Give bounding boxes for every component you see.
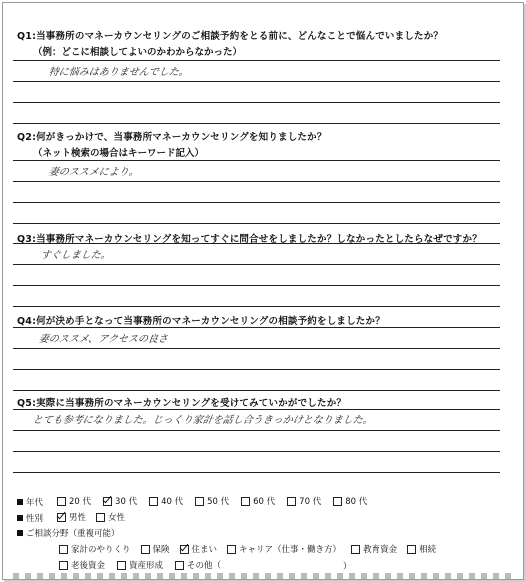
- option-label: その他（: [187, 561, 222, 571]
- q2-answer: 妻のススメにより。: [47, 167, 140, 178]
- other-close-paren: ）: [343, 561, 352, 572]
- checkbox-icon[interactable]: [117, 561, 126, 570]
- option-item[interactable]: [117, 559, 163, 571]
- option-item[interactable]: [351, 543, 397, 555]
- gender-label: 性別: [26, 513, 44, 524]
- option-label: 家計のやりくり: [71, 545, 131, 555]
- option-item[interactable]: [227, 543, 341, 555]
- q5-answer: とても参考になりました。じっくり家計を話し合うきっかけとなりました。: [31, 415, 374, 426]
- checked-box-icon[interactable]: [180, 545, 189, 554]
- option-label: 住まい: [191, 545, 218, 555]
- q3-answer: すぐしました。: [39, 250, 112, 261]
- q1-answer: 特に悩みはありませんでした。: [47, 67, 190, 78]
- option-item[interactable]: [287, 495, 321, 507]
- checkbox-icon[interactable]: [149, 497, 158, 506]
- checkbox-icon[interactable]: [59, 561, 68, 570]
- option-item[interactable]: [57, 495, 91, 507]
- checkbox-icon[interactable]: [333, 497, 342, 506]
- field-row-2: [59, 559, 352, 573]
- checkbox-icon[interactable]: [241, 497, 250, 506]
- option-item[interactable]: [57, 511, 86, 523]
- option-label: 資産形成: [129, 561, 164, 571]
- q2-note: （ネット検索の場合はキーワード記入）: [33, 148, 205, 159]
- option-item[interactable]: [149, 495, 183, 507]
- checkbox-icon[interactable]: [407, 545, 416, 554]
- option-label: 相続: [419, 545, 437, 555]
- q5-label: Q5:実際に当事務所のマネーカウンセリングを受けてみていかがでしたか？: [17, 398, 347, 409]
- option-item[interactable]: [59, 559, 105, 571]
- option-label: 教育資金: [363, 545, 398, 555]
- checked-box-icon[interactable]: [57, 513, 66, 522]
- option-label: 老後資金: [71, 561, 106, 571]
- bullet-square-icon: [17, 530, 23, 536]
- gender-options: [57, 511, 135, 525]
- checkbox-icon[interactable]: [59, 545, 68, 554]
- q3-label: Q3:当事務所マネーカウンセリングを知ってすぐに問合せをしましたか？しなかったとしたらなぜですか？: [17, 234, 482, 245]
- field-header-row: [17, 527, 120, 539]
- checkbox-icon[interactable]: [287, 497, 296, 506]
- checkbox-icon[interactable]: [96, 513, 105, 522]
- age-label: 年代: [26, 497, 44, 508]
- option-label: 40 代: [161, 497, 184, 507]
- option-item[interactable]: [175, 559, 221, 571]
- option-label: 60 代: [253, 497, 276, 507]
- checkbox-icon[interactable]: [227, 545, 236, 554]
- option-item[interactable]: [195, 495, 229, 507]
- checkbox-icon[interactable]: [351, 545, 360, 554]
- survey-sheet: [2, 2, 524, 580]
- field-options-1: [59, 543, 446, 557]
- option-item[interactable]: [141, 543, 170, 555]
- checkbox-icon[interactable]: [141, 545, 150, 554]
- option-item[interactable]: [96, 511, 125, 523]
- q2-label: Q2:何がきっかけで、当事務所マネーカウンセリングを知りましたか？: [17, 132, 327, 143]
- option-item[interactable]: [407, 543, 436, 555]
- option-item[interactable]: [180, 543, 218, 555]
- checkbox-icon[interactable]: [57, 497, 66, 506]
- bullet-square-icon: [17, 499, 23, 505]
- q4-label: Q4:何が決め手となって当事務所のマネーカウンセリングの相談予約をしましたか？: [17, 316, 385, 327]
- option-label: 女性: [108, 513, 126, 523]
- option-item[interactable]: [241, 495, 275, 507]
- option-item[interactable]: [333, 495, 367, 507]
- q4-answer: 妻のススメ、アクセスの良さ: [37, 334, 169, 345]
- checkbox-icon[interactable]: [195, 497, 204, 506]
- field-row-1: [59, 543, 446, 557]
- cut-off-text-edge: [13, 573, 513, 579]
- option-label: 保険: [152, 545, 170, 555]
- gender-row: [17, 511, 135, 525]
- field-options-2: [59, 559, 233, 573]
- option-label: 70 代: [299, 497, 322, 507]
- option-label: 50 代: [207, 497, 230, 507]
- q1-note: （例：どこに相談してよいのかわからなかった）: [33, 47, 243, 58]
- option-label: キャリア（仕事・働き方）: [239, 545, 342, 555]
- option-item[interactable]: [59, 543, 131, 555]
- checked-box-icon[interactable]: [103, 497, 112, 506]
- option-label: 80 代: [345, 497, 368, 507]
- age-row: [17, 495, 379, 509]
- age-options: [57, 495, 379, 509]
- field-label: ご相談分野（重複可能）: [26, 529, 120, 539]
- option-label: 男性: [69, 513, 87, 523]
- q1-label: Q1:当事務所のマネーカウンセリングのご相談予約をとる前に、どんなことで悩んでいましたか？: [17, 31, 444, 42]
- bullet-square-icon: [17, 515, 23, 521]
- option-item[interactable]: [103, 495, 137, 507]
- checkbox-icon[interactable]: [175, 561, 184, 570]
- option-label: 30 代: [115, 497, 138, 507]
- option-label: 20 代: [69, 497, 92, 507]
